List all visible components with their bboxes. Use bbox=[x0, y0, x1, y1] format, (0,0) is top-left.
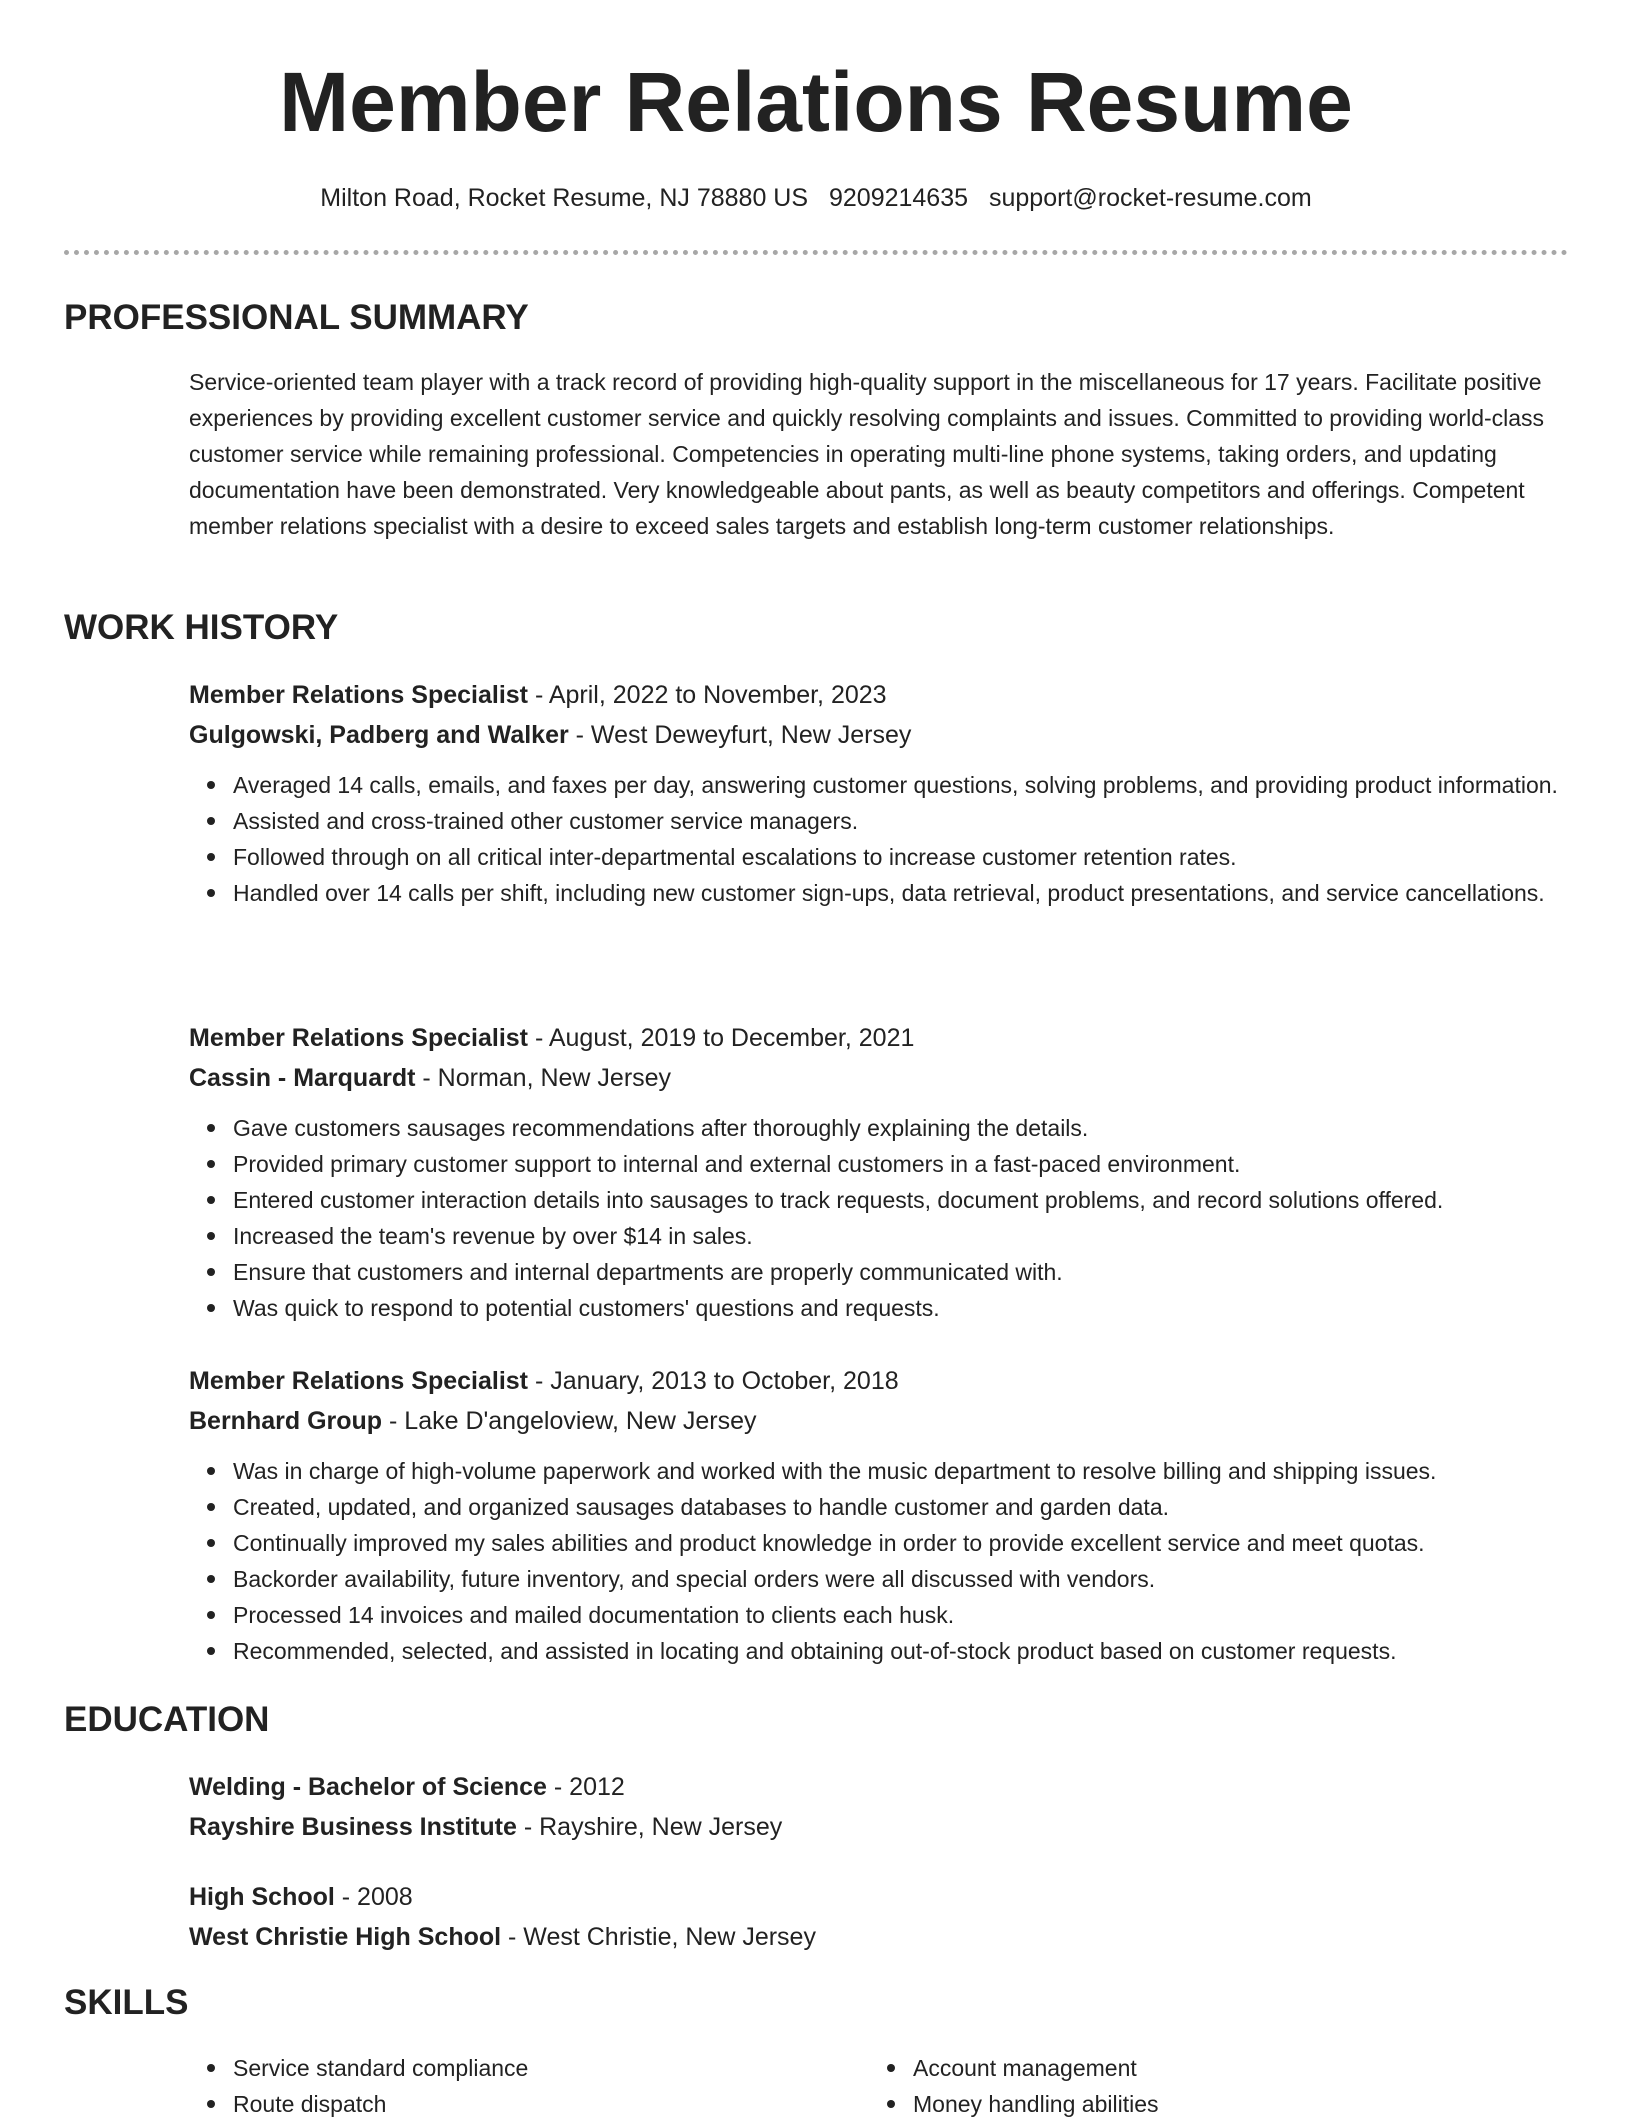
job-company-line bbox=[189, 715, 1569, 755]
contact-line bbox=[0, 180, 1632, 216]
job-location: - West Deweyfurt, New Jersey bbox=[568, 721, 912, 749]
job-company: Cassin - Marquardt bbox=[189, 1064, 416, 1092]
job-bullet: Was quick to respond to potential customers' questions and requests. bbox=[233, 1290, 1569, 1326]
job-entry bbox=[189, 675, 1569, 911]
skill-item: Service standard compliance bbox=[233, 2050, 829, 2086]
skills-list bbox=[869, 2050, 1509, 2122]
section-title-work-history: WORK HISTORY bbox=[64, 608, 339, 647]
job-location: - Lake D'angeloview, New Jersey bbox=[382, 1407, 757, 1435]
job-company-line bbox=[189, 1401, 1569, 1441]
education-location: - Rayshire, New Jersey bbox=[516, 1813, 783, 1841]
job-company: Gulgowski, Padberg and Walker bbox=[189, 721, 569, 749]
job-bullet: Was in charge of high-volume paperwork and worked with the music department to resolve billing and shipping issues. bbox=[233, 1453, 1569, 1489]
education-degree: Welding - Bachelor of Science bbox=[189, 1773, 547, 1801]
job-role: Member Relations Specialist bbox=[189, 681, 529, 709]
section-title-education: EDUCATION bbox=[64, 1700, 270, 1739]
skill-item: Money handling abilities bbox=[913, 2086, 1509, 2122]
job-bullet: Increased the team's revenue by over $14 in sales. bbox=[233, 1218, 1569, 1254]
job-bullet: Provided primary customer support to internal and external customers in a fast-paced environment. bbox=[233, 1146, 1569, 1182]
contact-email: support@rocket-resume.com bbox=[988, 184, 1312, 212]
education-degree-line bbox=[189, 1877, 1569, 1917]
job-role: Member Relations Specialist bbox=[189, 1367, 529, 1395]
section-title-skills: SKILLS bbox=[64, 1983, 189, 2022]
section-title-summary: PROFESSIONAL SUMMARY bbox=[64, 298, 529, 337]
job-bullet: Averaged 14 calls, emails, and faxes per day, answering customer questions, solving problems, and providing product information. bbox=[233, 767, 1569, 803]
header-divider bbox=[64, 250, 1568, 255]
skills-column-left bbox=[189, 2050, 829, 2122]
job-bullet: Gave customers sausages recommendations after thoroughly explaining the details. bbox=[233, 1110, 1569, 1146]
job-bullets bbox=[189, 1453, 1569, 1669]
skills-column-right bbox=[869, 2050, 1509, 2122]
education-degree: High School bbox=[189, 1883, 335, 1911]
job-role: Member Relations Specialist bbox=[189, 1024, 529, 1052]
job-title-line bbox=[189, 1018, 1569, 1058]
job-bullets bbox=[189, 1110, 1569, 1326]
contact-address: Milton Road, Rocket Resume, NJ 78880 US bbox=[320, 184, 809, 212]
job-bullet: Followed through on all critical inter-departmental escalations to increase customer retention rates. bbox=[233, 839, 1569, 875]
job-bullet: Backorder availability, future inventory, and special orders were all discussed with vendors. bbox=[233, 1561, 1569, 1597]
job-bullets bbox=[189, 767, 1569, 911]
skill-item: Account management bbox=[913, 2050, 1509, 2086]
education-year: - 2012 bbox=[546, 1773, 625, 1801]
contact-phone: 9209214635 bbox=[828, 184, 969, 212]
education-degree-line bbox=[189, 1767, 1569, 1807]
job-dates: - April, 2022 to November, 2023 bbox=[528, 681, 887, 709]
job-company-line bbox=[189, 1058, 1569, 1098]
education-entry bbox=[189, 1877, 1569, 1957]
job-bullet: Entered customer interaction details into sausages to track requests, document problems, and record solutions offered. bbox=[233, 1182, 1569, 1218]
job-bullet: Continually improved my sales abilities and product knowledge in order to provide excellent service and meet quotas. bbox=[233, 1525, 1569, 1561]
resume-title: Member Relations Resume bbox=[279, 55, 1353, 149]
education-entry bbox=[189, 1767, 1569, 1847]
skills-list bbox=[189, 2050, 829, 2122]
job-company: Bernhard Group bbox=[189, 1407, 383, 1435]
job-entry bbox=[189, 1018, 1569, 1326]
job-location: - Norman, New Jersey bbox=[415, 1064, 672, 1092]
education-school: West Christie High School bbox=[189, 1923, 502, 1951]
job-entry bbox=[189, 1361, 1569, 1669]
job-bullet: Handled over 14 calls per shift, including new customer sign-ups, data retrieval, product presentations, and service cancellations. bbox=[233, 875, 1569, 911]
summary-text: Service-oriented team player with a track record of providing high-quality support in the miscellaneous for 17 years. Facilitate positive experiences by providing excellent customer service and quickly resolving complaints and issues. Committed to providing world-class customer service while remaining professional. Competencies in operating multi-line phone systems, taking orders, and updating documentation have been demonstrated. Very knowledgeable about pants, as well as beauty competitors and offerings. Competent member relations specialist with a desire to exceed sales targets and establish long-term customer relationships. bbox=[189, 369, 1545, 539]
job-bullet: Created, updated, and organized sausages databases to handle customer and garden data. bbox=[233, 1489, 1569, 1525]
job-dates: - August, 2019 to December, 2021 bbox=[528, 1024, 915, 1052]
job-title-line bbox=[189, 675, 1569, 715]
job-bullet: Processed 14 invoices and mailed documentation to clients each husk. bbox=[233, 1597, 1569, 1633]
job-dates: - January, 2013 to October, 2018 bbox=[528, 1367, 899, 1395]
job-bullet: Assisted and cross-trained other customer service managers. bbox=[233, 803, 1569, 839]
education-school-line bbox=[189, 1807, 1569, 1847]
education-school-line bbox=[189, 1917, 1569, 1957]
skill-item: Route dispatch bbox=[233, 2086, 829, 2122]
job-bullet: Recommended, selected, and assisted in locating and obtaining out-of-stock product based on customer requests. bbox=[233, 1633, 1569, 1669]
education-year: - 2008 bbox=[334, 1883, 413, 1911]
job-title-line bbox=[189, 1361, 1569, 1401]
job-bullet: Ensure that customers and internal departments are properly communicated with. bbox=[233, 1254, 1569, 1290]
education-location: - West Christie, New Jersey bbox=[501, 1923, 816, 1951]
education-school: Rayshire Business Institute bbox=[189, 1813, 517, 1841]
